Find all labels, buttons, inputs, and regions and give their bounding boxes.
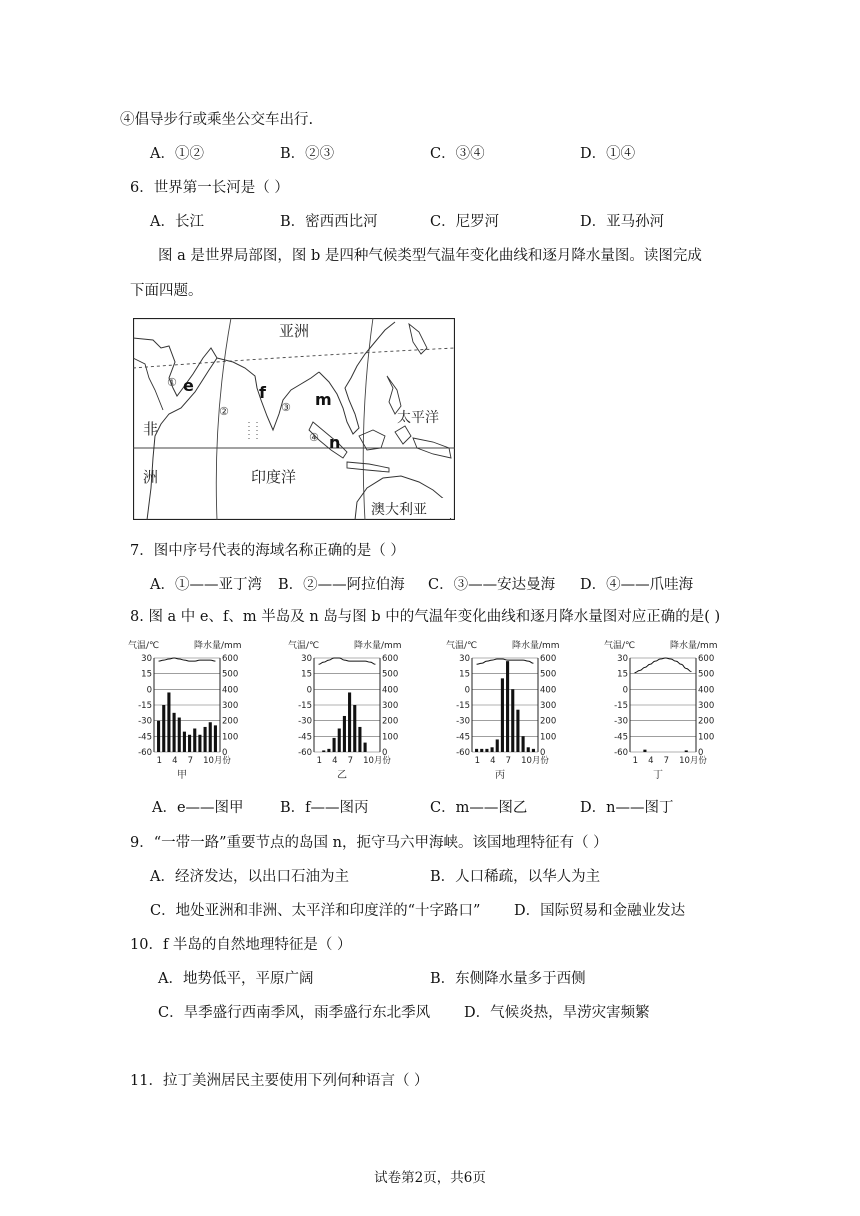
- precip-axis-label: 降水量/mm: [194, 641, 242, 651]
- map-label-africa-2: 洲: [143, 468, 159, 486]
- q10-option-a[interactable]: A．地势低平，平原广阔: [158, 971, 314, 987]
- temp-tick-label: -60: [138, 748, 152, 758]
- q6-option-a[interactable]: A．长江: [150, 214, 204, 230]
- precip-tick-label: 500: [540, 669, 557, 680]
- x-tick-label: 1: [156, 756, 163, 766]
- item-4-text: ④倡导步行或乘坐公交车出行.: [120, 112, 314, 128]
- map-label-asia: 亚洲: [279, 322, 310, 340]
- precip-bar: [364, 743, 367, 752]
- precip-tick-label: 100: [382, 732, 399, 743]
- precip-tick-label: 100: [222, 732, 239, 743]
- precip-bar: [167, 692, 170, 752]
- precip-tick-label: 100: [540, 732, 557, 743]
- q5-option-a[interactable]: A．①②: [150, 146, 204, 162]
- temp-tick-label: 0: [464, 685, 470, 696]
- precip-bar: [501, 678, 504, 752]
- x-tick-label: 10月份: [363, 756, 391, 766]
- temperature-curve: [159, 658, 216, 661]
- question-6: 6．世界第一长河是（ ）: [130, 180, 289, 196]
- question-7: 7．图中序号代表的海域名称正确的是（ ）: [130, 543, 405, 559]
- q9-option-a[interactable]: A．经济发达，以出口石油为主: [150, 869, 349, 885]
- map-label-africa-1: 非: [143, 420, 159, 438]
- q6-option-d[interactable]: D．亚马孙河: [580, 214, 665, 230]
- intro-line-2: 下面四题。: [130, 283, 203, 299]
- precip-bar: [485, 749, 488, 752]
- climate-chart-ding: [604, 636, 732, 790]
- intro-line-1: 图 a 是世界局部图，图 b 是四种气候类型气温年变化曲线和逐月降水量图。读图完成: [158, 248, 702, 264]
- precip-bar: [511, 689, 514, 752]
- precip-bar: [209, 722, 212, 752]
- temp-tick-label: -60: [614, 748, 628, 758]
- precip-tick-label: 400: [698, 685, 715, 696]
- temp-tick-label: 0: [146, 685, 152, 696]
- precip-tick-label: 500: [698, 669, 715, 680]
- precip-tick-label: 500: [222, 669, 239, 680]
- precip-tick-label: 0: [540, 748, 546, 758]
- temp-tick-label: -60: [456, 748, 470, 758]
- chart-name: 乙: [337, 770, 347, 781]
- precip-bar: [322, 750, 325, 752]
- question-9: 9．“一带一路”重要节点的岛国 n，扼守马六甲海峡。该国地理特征有（ ）: [130, 835, 608, 851]
- map-label-n: n: [329, 433, 341, 452]
- precip-bar: [491, 747, 494, 752]
- map-marker-3: ③: [281, 401, 291, 414]
- temp-axis-label: 气温/℃: [446, 641, 478, 651]
- temp-tick-label: -45: [614, 732, 628, 743]
- temperature-curve: [635, 658, 692, 673]
- climate-chart-jia: [128, 636, 256, 790]
- temp-tick-label: 0: [622, 685, 628, 696]
- precip-bar: [188, 735, 191, 752]
- x-tick-label: 1: [474, 756, 481, 766]
- precip-tick-label: 0: [382, 748, 388, 758]
- q8-option-d[interactable]: D．n——图丁: [580, 800, 674, 816]
- precip-bar: [506, 661, 509, 752]
- q6-option-b[interactable]: B．密西西比河: [280, 214, 378, 230]
- q6-option-c[interactable]: C．尼罗河: [430, 214, 500, 230]
- temp-tick-label: -30: [298, 716, 312, 727]
- precip-bar: [183, 732, 186, 752]
- temperature-curve: [319, 658, 376, 664]
- precip-bar: [214, 725, 217, 752]
- x-tick-label: 1: [632, 756, 639, 766]
- x-tick-label: 4: [172, 756, 178, 766]
- map-label-pacific: 太平洋: [397, 410, 439, 426]
- temp-tick-label: 15: [301, 669, 312, 680]
- temp-tick-label: 30: [301, 654, 312, 664]
- climate-chart-bing: [446, 636, 574, 790]
- precip-tick-label: 400: [540, 685, 557, 696]
- q8-option-c[interactable]: C．m——图乙: [430, 800, 528, 816]
- precip-tick-label: 600: [222, 654, 239, 664]
- precip-tick-label: 400: [382, 685, 399, 696]
- precip-bar: [532, 749, 535, 752]
- precip-tick-label: 300: [222, 701, 239, 711]
- precip-bar: [643, 750, 646, 752]
- temp-tick-label: -30: [614, 716, 628, 727]
- precip-bar: [522, 736, 525, 752]
- map-marker-1: ①: [167, 376, 177, 389]
- precip-bar: [157, 721, 160, 752]
- q9-option-c[interactable]: C．地处亚洲和非洲、太平洋和印度洋的“十字路口”: [150, 903, 481, 919]
- temp-axis-label: 气温/℃: [288, 641, 320, 651]
- precip-bar: [527, 747, 530, 752]
- temp-tick-label: -45: [298, 732, 312, 743]
- chart-name: 甲: [177, 770, 187, 781]
- map-label-indian-ocean: 印度洋: [251, 468, 297, 486]
- temp-tick-label: -30: [138, 716, 152, 727]
- precip-bar: [327, 749, 330, 752]
- precip-tick-label: 200: [698, 716, 715, 727]
- precip-bar: [343, 716, 346, 752]
- temp-tick-label: 30: [459, 654, 470, 664]
- x-tick-label: 7: [663, 756, 670, 766]
- precip-bar: [480, 749, 483, 752]
- question-10: 10．f 半岛的自然地理特征是（ ）: [130, 937, 352, 953]
- q7-option-a[interactable]: A．①——亚丁湾: [150, 577, 262, 593]
- q5-option-c[interactable]: C．③④: [430, 146, 485, 162]
- temperature-curve: [477, 659, 534, 664]
- x-tick-label: 10月份: [679, 756, 707, 766]
- x-tick-label: 10月份: [203, 756, 231, 766]
- precip-axis-label: 降水量/mm: [670, 641, 718, 651]
- chart-name: 丁: [653, 770, 663, 781]
- precip-bar: [173, 713, 176, 752]
- x-tick-label: 7: [187, 756, 194, 766]
- precip-bar: [475, 749, 478, 752]
- temp-tick-label: -60: [298, 748, 312, 758]
- precip-bar: [198, 735, 201, 752]
- x-tick-label: 4: [332, 756, 338, 766]
- q5-option-b[interactable]: B．②③: [280, 146, 335, 162]
- precip-bar: [358, 727, 361, 752]
- x-tick-label: 7: [347, 756, 354, 766]
- precip-bar: [353, 705, 356, 752]
- map-label-australia: 澳大利亚: [371, 502, 427, 518]
- q8-option-a[interactable]: A．e——图甲: [152, 800, 244, 816]
- precip-bar: [516, 710, 519, 752]
- map-label-e: e: [183, 376, 194, 395]
- temp-tick-label: 30: [141, 654, 152, 664]
- map-label-m: m: [315, 390, 332, 409]
- precip-tick-label: 300: [382, 701, 399, 711]
- temp-axis-label: 气温/℃: [604, 641, 636, 651]
- q7-option-d[interactable]: D．④——爪哇海: [580, 577, 694, 593]
- precip-tick-label: 200: [222, 716, 239, 727]
- x-tick-label: 7: [505, 756, 512, 766]
- precip-axis-label: 降水量/mm: [512, 641, 560, 651]
- temp-axis-label: 气温/℃: [128, 641, 160, 651]
- map-marker-2: ②: [219, 405, 229, 418]
- temp-tick-label: -15: [456, 701, 470, 711]
- temp-tick-label: -45: [456, 732, 470, 743]
- temp-tick-label: 0: [306, 685, 312, 696]
- temp-tick-label: -30: [456, 716, 470, 727]
- x-tick-label: 4: [490, 756, 496, 766]
- precip-tick-label: 0: [698, 748, 704, 758]
- precip-tick-label: 400: [222, 685, 239, 696]
- precip-tick-label: 300: [698, 701, 715, 711]
- map-marker-4: ④: [309, 431, 319, 444]
- map-label-f: f: [259, 383, 266, 402]
- precip-bar: [348, 692, 351, 752]
- temp-tick-label: -45: [138, 732, 152, 743]
- q7-option-b[interactable]: B．②——阿拉伯海: [278, 577, 405, 593]
- precip-tick-label: 300: [540, 701, 557, 711]
- temp-tick-label: 30: [617, 654, 628, 664]
- temp-tick-label: -15: [614, 701, 628, 711]
- precip-bar: [333, 738, 336, 752]
- x-tick-label: 4: [648, 756, 654, 766]
- temp-tick-label: 15: [459, 669, 470, 680]
- q9-option-d[interactable]: D．国际贸易和金融业发达: [514, 903, 686, 919]
- precip-bar: [685, 750, 688, 752]
- climate-chart-yi: [288, 636, 416, 790]
- temp-tick-label: 15: [141, 669, 152, 680]
- question-8: 8. 图 a 中 e、f、m 半岛及 n 岛与图 b 中的气温年变化曲线和逐月降水量图对应正确的是( ): [130, 609, 721, 625]
- precip-tick-label: 600: [382, 654, 399, 664]
- temp-tick-label: 15: [617, 669, 628, 680]
- x-tick-label: 1: [316, 756, 323, 766]
- precip-tick-label: 200: [540, 716, 557, 727]
- precip-tick-label: 200: [382, 716, 399, 727]
- precip-bar: [193, 729, 196, 753]
- precip-bar: [178, 718, 181, 752]
- q10-option-b[interactable]: B．东侧降水量多于西侧: [430, 971, 586, 987]
- precip-tick-label: 500: [382, 669, 399, 680]
- world-map-figure-a: [133, 318, 455, 520]
- temp-tick-label: -15: [298, 701, 312, 711]
- precip-bar: [204, 727, 207, 752]
- q7-option-c[interactable]: C．③——安达曼海: [428, 577, 556, 593]
- precip-tick-label: 600: [698, 654, 715, 664]
- q5-option-d[interactable]: D．①④: [580, 146, 636, 162]
- temp-tick-label: -15: [138, 701, 152, 711]
- precip-axis-label: 降水量/mm: [354, 641, 402, 651]
- x-tick-label: 10月份: [521, 756, 549, 766]
- precip-bar: [496, 739, 499, 752]
- precip-bar: [338, 729, 341, 753]
- question-11: 11．拉丁美洲居民主要使用下列何种语言（ ）: [130, 1073, 429, 1089]
- q10-option-d[interactable]: D．气候炎热，旱涝灾害频繁: [464, 1005, 650, 1021]
- precip-bar: [162, 705, 165, 752]
- precip-tick-label: 600: [540, 654, 557, 664]
- q9-option-b[interactable]: B．人口稀疏，以华人为主: [430, 869, 601, 885]
- precip-tick-label: 0: [222, 748, 228, 758]
- page-footer: 试卷第2页，共6页: [374, 1170, 486, 1186]
- q10-option-c[interactable]: C．旱季盛行西南季风，雨季盛行东北季风: [158, 1005, 431, 1021]
- chart-name: 丙: [495, 770, 505, 781]
- q8-option-b[interactable]: B．f——图丙: [280, 800, 369, 816]
- precip-tick-label: 100: [698, 732, 715, 743]
